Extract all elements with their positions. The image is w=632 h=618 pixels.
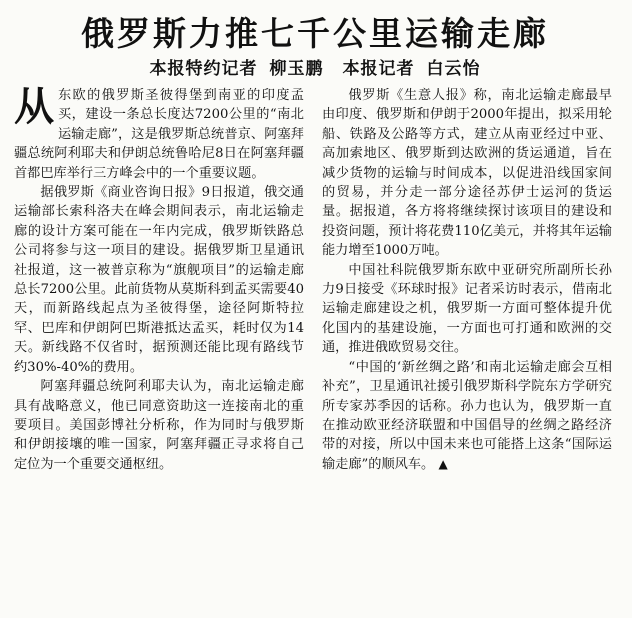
paragraph-text: 东欧的俄罗斯圣彼得堡到南亚的印度孟买，建设一条总长度达7200公里的“南北运输走廊”，这是俄罗斯总统普京、阿塞拜疆总统阿利耶夫和伊朗总统鲁哈尼8日在阿塞拜疆首都巴库举行三方峰会中的一个重要议题。: [14, 88, 304, 181]
byline-name-1: 柳玉鹏: [269, 59, 324, 79]
article-paragraph: [322, 358, 612, 474]
article-paragraph: 据俄罗斯《商业咨询日报》9日报道，俄交通运输部长索科洛夫在峰会期间表示，南北运输走廊的设计方案可能在一年内完成，俄罗斯铁路总公司将参与这一项目的建设。据俄罗斯卫星通讯社报道，这一被普京称为“旗舰项目”的运输走廊总长7200公里。此前货物从莫斯科到孟买需要40天，而新路线起点为圣彼得堡，途径阿斯特拉罕、巴库和伊朗阿巴斯港抵达孟买，耗时仅为14天。新线路不仅省时，据预测还能比现有路线节约30%-40%的费用。: [14, 185, 304, 375]
headline: 俄罗斯力推七千公里运输走廊: [81, 14, 549, 53]
dropcap: 从: [14, 84, 54, 130]
paragraph-text: “中国的‘新丝绸之路’和南北运输走廊会互相补充”，卫星通讯社援引俄罗斯科学院东方学研究所专家苏季因的话称。孙力也认为，俄罗斯一直在推动欧亚经济联盟和中国倡导的丝绸之路经济带的对接，所以中国未来也可能搭上这条“国际运输走廊”的顺风车。: [322, 359, 612, 472]
article-paragraph: 阿塞拜疆总统阿利耶夫认为，南北运输走廊具有战略意义，他已同意资助这一连接南北的重要项目。美国彭博社分析称，作为同时与俄罗斯和伊朗接壤的唯一国家，阿塞拜疆正寻求将自己定位为一个重要交通枢纽。: [14, 379, 304, 472]
article-body: [14, 86, 616, 474]
article-paragraph: [14, 86, 304, 183]
byline: [14, 58, 616, 80]
end-mark-icon: ▲: [438, 456, 448, 471]
byline-name-2: 白云怡: [426, 59, 481, 79]
article-column-left: [14, 86, 304, 474]
article-paragraph: 中国社科院俄罗斯东欧中亚研究所副所长孙力9日接受《环球时报》记者采访时表示，借南北运输走廊建设之机，俄罗斯一方面可整体提升优化国内的基建设施，一方面也可打通和欧洲的交通，推进俄欧贸易交往。: [322, 262, 612, 356]
byline-role-2: 本报记者: [342, 59, 415, 79]
byline-role-1: 本报特约记者: [149, 59, 258, 79]
article-paragraph: 俄罗斯《生意人报》称，南北运输走廊最早由印度、俄罗斯和伊朗于2000年提出，拟采用轮船、铁路及公路等方式，建立从南亚经过中亚、高加索地区、俄罗斯到达欧洲的货运通道，旨在减少货物的运输与时间成本，以促进沿线国家间的贸易，并分走一部分途径苏伊士运河的货运量。据报道，各方将将继续探讨该项目的建设和投资问题，预计将花费110亿美元，并将其年运输能力增至1000万吨。: [322, 88, 612, 259]
article-column-right: [322, 86, 612, 474]
